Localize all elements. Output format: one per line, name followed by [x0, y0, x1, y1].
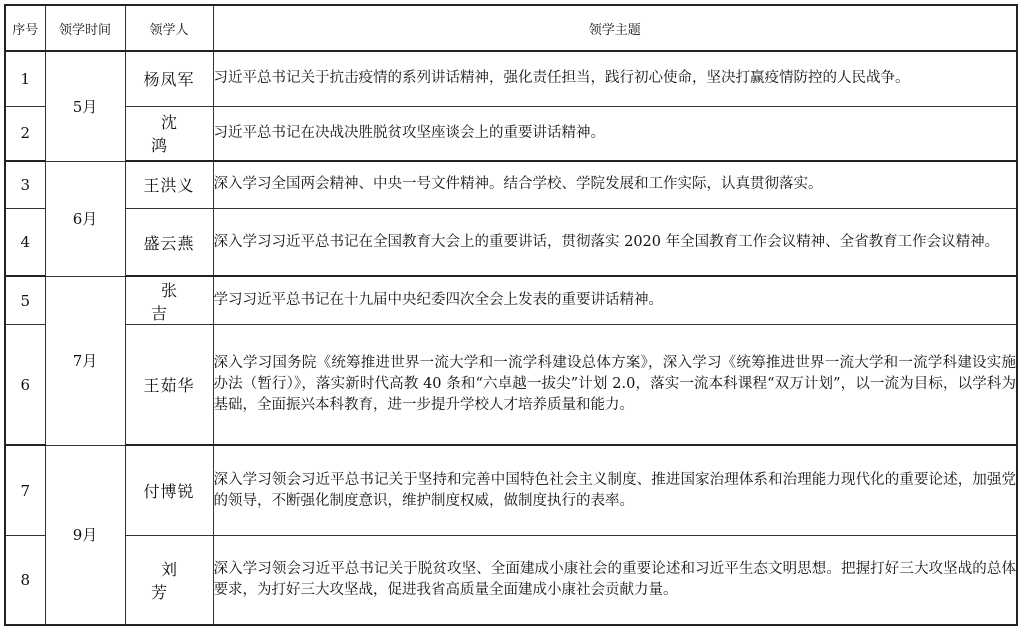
- header-topic: 领学主题: [213, 5, 1017, 51]
- month-cell: 6月: [45, 161, 125, 276]
- leader-name: 张吉: [125, 276, 213, 324]
- table-row: [5, 325, 1017, 445]
- row-number: 6: [5, 325, 45, 445]
- table-row: [5, 106, 1017, 161]
- table-row: [5, 51, 1017, 106]
- study-topic: 深入学习全国两会精神、中央一号文件精神。结合学校、学院发展和工作实际，认真贯彻落实。: [213, 161, 1017, 208]
- study-topic: 深入学习领会习近平总书记关于坚持和完善中国特色社会主义制度、推进国家治理体系和治理能力现代化的重要论述，加强党的领导，不断强化制度意识，维护制度权威，做制度执行的表率。: [213, 445, 1017, 535]
- leader-name: 刘芳: [125, 535, 213, 625]
- study-topic: 习近平总书记在决战决胜脱贫攻坚座谈会上的重要讲话精神。: [213, 106, 1017, 161]
- study-schedule-table: [4, 4, 1018, 626]
- table-row: [5, 535, 1017, 625]
- row-number: 4: [5, 208, 45, 276]
- table-row: [5, 208, 1017, 276]
- leader-name: 付博锐: [125, 445, 213, 535]
- study-topic: 学习习近平总书记在十九届中央纪委四次全会上发表的重要讲话精神。: [213, 276, 1017, 324]
- table-row: [5, 276, 1017, 324]
- row-number: 2: [5, 106, 45, 161]
- leader-name: 王洪义: [125, 161, 213, 208]
- study-topic: 习近平总书记关于抗击疫情的系列讲话精神，强化责任担当，践行初心使命，坚决打赢疫情防控的人民战争。: [213, 51, 1017, 106]
- row-number: 1: [5, 51, 45, 106]
- leader-name: 杨凤军: [125, 51, 213, 106]
- row-number: 5: [5, 276, 45, 324]
- header-person: 领学人: [125, 5, 213, 51]
- header-row: [5, 5, 1017, 51]
- leader-name: 王茹华: [125, 325, 213, 445]
- table-row: [5, 445, 1017, 535]
- row-number: 3: [5, 161, 45, 208]
- month-cell: 9月: [45, 445, 125, 625]
- month-cell: 7月: [45, 276, 125, 445]
- table-row: [5, 161, 1017, 208]
- leader-name: 盛云燕: [125, 208, 213, 276]
- study-topic: 深入学习国务院《统筹推进世界一流大学和一流学科建设总体方案》，深入学习《统筹推进世界一流大学和一流学科建设实施办法（暂行）》，落实新时代高教 40 条和“六卓越一拔尖”计划 2.0，落实一流本科课程“双万计划”，以一流为目标，以学科为基础，全面振兴本科教育，进一步提升学校人才培养质量和能力。: [213, 325, 1017, 445]
- leader-name: 沈鸿: [125, 106, 213, 161]
- header-time: 领学时间: [45, 5, 125, 51]
- study-topic: 深入学习习近平总书记在全国教育大会上的重要讲话，贯彻落实 2020 年全国教育工作会议精神、全省教育工作会议精神。: [213, 208, 1017, 276]
- row-number: 7: [5, 445, 45, 535]
- row-number: 8: [5, 535, 45, 625]
- month-cell: 5月: [45, 51, 125, 161]
- header-no: 序号: [5, 5, 45, 51]
- study-topic: 深入学习领会习近平总书记关于脱贫攻坚、全面建成小康社会的重要论述和习近平生态文明思想。把握打好三大攻坚战的总体要求，为打好三大攻坚战，促进我省高质量全面建成小康社会贡献力量。: [213, 535, 1017, 625]
